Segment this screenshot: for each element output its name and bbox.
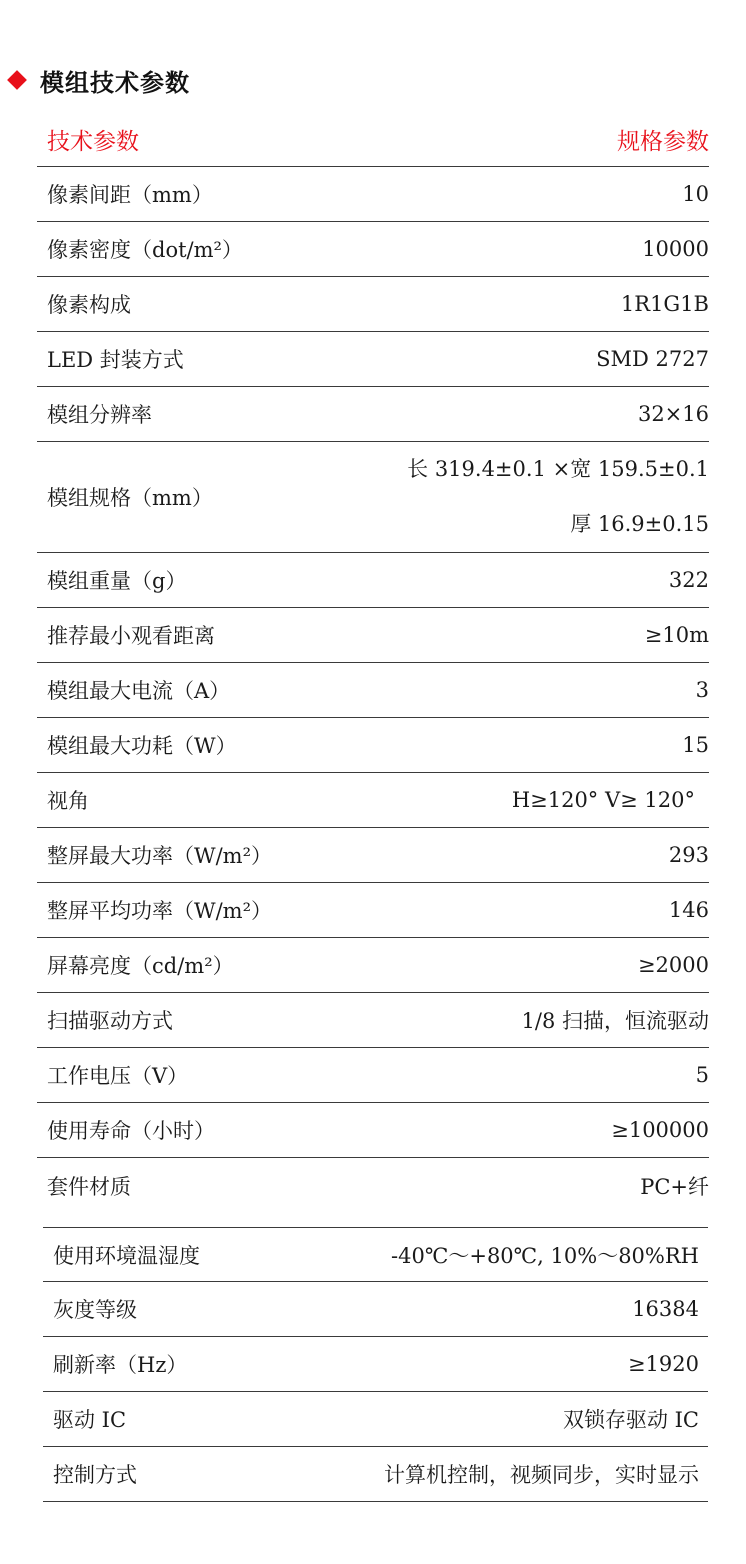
param-value: 10 <box>682 182 709 206</box>
param-value-line: 长 319.4±0.1 ×宽 159.5±0.1 <box>407 457 709 481</box>
param-value: 322 <box>668 568 709 592</box>
table-row <box>37 828 709 883</box>
table-header-row <box>37 112 709 167</box>
param-name: 模组最大电流（A） <box>47 679 231 703</box>
param-name: 屏幕亮度（cd/m²） <box>47 954 234 978</box>
table-row <box>37 553 709 608</box>
table-row <box>37 718 709 773</box>
header-name: 技术参数 <box>47 128 139 155</box>
table-row <box>43 1337 708 1392</box>
param-value <box>407 454 709 540</box>
param-value: 5 <box>695 1063 709 1087</box>
param-name: 套件材质 <box>47 1174 131 1199</box>
param-name: 模组重量（g） <box>47 569 187 593</box>
param-value: 293 <box>668 843 709 867</box>
param-name: 使用环境温湿度 <box>53 1243 200 1268</box>
table-row <box>43 1447 708 1502</box>
param-value: 1R1G1B <box>620 292 709 316</box>
param-value: H≥120° V≥ 120° <box>511 788 695 812</box>
param-name: 驱动 IC <box>53 1408 127 1432</box>
section-header <box>8 62 190 98</box>
param-name: LED 封装方式 <box>47 348 184 372</box>
table-row <box>37 938 709 993</box>
param-value: 1/8 扫描，恒流驱动 <box>521 1009 709 1033</box>
table-row <box>37 1103 709 1158</box>
param-value: 3 <box>695 678 709 702</box>
param-name: 整屏最大功率（W/m²） <box>47 844 272 868</box>
table-row <box>37 387 709 442</box>
table-row <box>37 663 709 718</box>
param-value: SMD 2727 <box>596 347 709 371</box>
param-name: 模组规格（mm） <box>47 486 213 510</box>
param-value: PC+纤 <box>640 1174 709 1199</box>
table-row <box>37 883 709 938</box>
param-name: 像素构成 <box>47 293 131 317</box>
header-value: 规格参数 <box>617 128 709 155</box>
table-row <box>43 1227 708 1282</box>
table-row <box>37 773 709 828</box>
param-value: ≥10m <box>644 623 709 647</box>
param-value: 32×16 <box>637 402 709 426</box>
param-name: 灰度等级 <box>53 1298 137 1322</box>
param-name: 像素间距（mm） <box>47 183 213 207</box>
table-row <box>37 608 709 663</box>
table-row <box>43 1392 708 1447</box>
param-value: -40℃～+80℃, 10%～80%RH <box>391 1243 699 1268</box>
param-name: 推荐最小观看距离 <box>47 624 215 648</box>
table-row <box>37 442 709 553</box>
table-row <box>37 222 709 277</box>
param-name: 视角 <box>47 789 89 813</box>
param-name: 模组分辨率 <box>47 403 152 427</box>
table-row <box>43 1282 708 1337</box>
spec-table <box>37 112 709 1213</box>
param-name: 像素密度（dot/m²） <box>47 238 243 262</box>
param-value: 双锁存驱动 IC <box>562 1408 699 1432</box>
param-value-line: 厚 16.9±0.15 <box>570 512 709 536</box>
param-name: 整屏平均功率（W/m²） <box>47 899 272 923</box>
table-row <box>37 993 709 1048</box>
section-title: 模组技术参数 <box>40 68 190 97</box>
diamond-bullet-icon <box>7 70 27 90</box>
param-value: ≥1920 <box>627 1352 699 1376</box>
param-value: 16384 <box>632 1297 699 1321</box>
param-value: 计算机控制，视频同步，实时显示 <box>384 1463 699 1487</box>
param-value: 146 <box>668 898 709 922</box>
param-name: 刷新率（Hz） <box>53 1353 188 1377</box>
param-name: 模组最大功耗（W） <box>47 734 237 758</box>
param-value: ≥100000 <box>611 1118 709 1142</box>
param-value: 10000 <box>642 237 709 261</box>
param-name: 工作电压（V） <box>47 1064 189 1088</box>
table-row <box>37 1158 709 1213</box>
table-row <box>37 1048 709 1103</box>
param-name: 扫描驱动方式 <box>47 1009 173 1033</box>
table-row <box>37 332 709 387</box>
table-row <box>37 167 709 222</box>
param-name: 使用寿命（小时） <box>47 1119 215 1143</box>
param-name: 控制方式 <box>53 1463 137 1487</box>
param-value: 15 <box>682 733 709 757</box>
table-row <box>37 277 709 332</box>
spec-table-continued <box>43 1227 708 1502</box>
param-value: ≥2000 <box>637 953 709 977</box>
